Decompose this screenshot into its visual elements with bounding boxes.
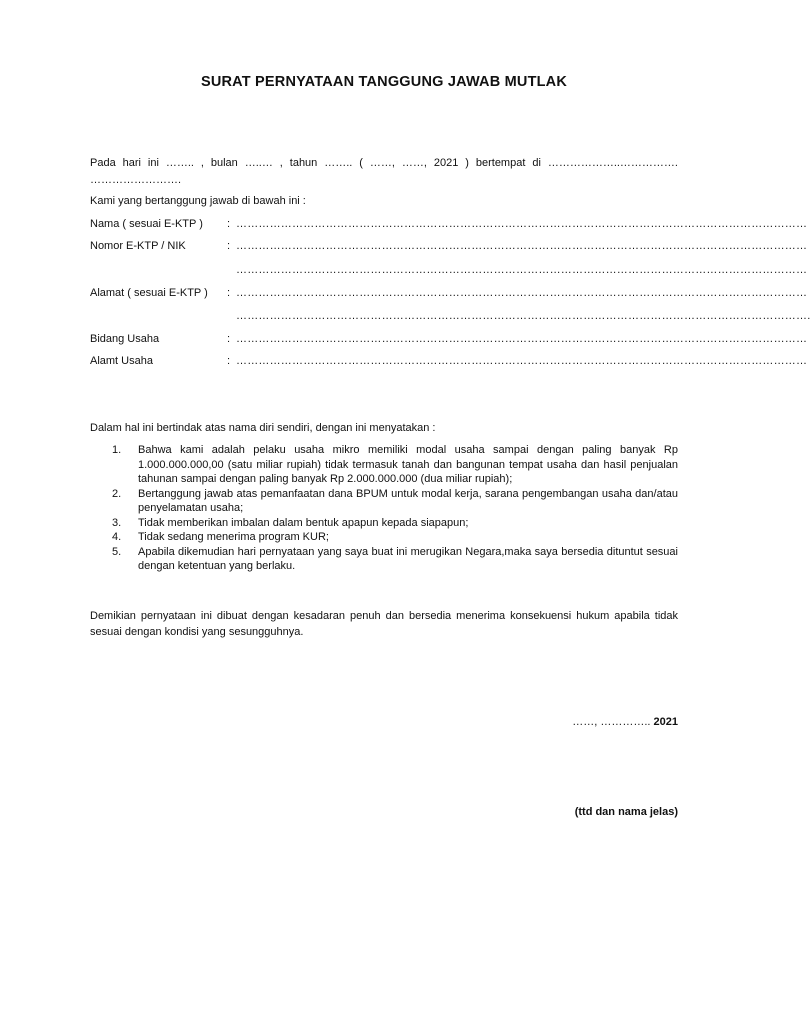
intro-line-continuation: ……………………. — [90, 174, 182, 186]
field-colon: : — [227, 240, 231, 252]
field-row-nama — [90, 218, 808, 232]
list-item — [90, 516, 678, 531]
field-row-alamat-continuation — [90, 310, 810, 324]
field-fill-line: ……………………………………………………………………………………………………………………………………… — [236, 240, 808, 252]
field-label: Alamt Usaha — [90, 355, 153, 367]
field-row-nik — [90, 240, 808, 254]
list-item-number: 2. — [112, 487, 122, 500]
field-colon: : — [227, 287, 231, 299]
signature-caption: (ttd dan nama jelas) — [574, 806, 678, 818]
closing-paragraph: Demikian pernyataan ini dibuat dengan kesadaran penuh dan bersedia menerima konsekuensi hukum apabila tidak sesuai dengan kondisi yang sesungguhnya. — [90, 610, 678, 638]
field-label: Bidang Usaha — [90, 333, 160, 345]
place-date-blank: ……, ………….. — [572, 716, 651, 728]
field-fill-line: ……………………………………………………………………………………………………………………………………… — [236, 218, 808, 230]
list-item-number: 5. — [112, 545, 122, 558]
signatory-lead-text: Kami yang bertanggung jawab di bawah ini : — [90, 195, 306, 207]
field-fill-line: ……………………………………………………………………………………………………………………………………… — [236, 333, 808, 345]
document-title: SURAT PERNYATAAN TANGGUNG JAWAB MUTLAK — [200, 74, 568, 90]
field-row-nik-continuation — [90, 264, 808, 278]
field-colon: : — [227, 355, 231, 367]
field-fill-line: ………………………………………………………………………………………………………………………………………. — [236, 310, 810, 322]
field-row-alamat — [90, 287, 808, 301]
list-item — [90, 443, 678, 487]
list-item-number: 4. — [112, 531, 122, 543]
list-item-text: Apabila dikemudian hari pernyataan yang saya buat ini merugikan Negara,maka saya bersedia dituntut sesuai dengan ketentuan yang berlaku. — [138, 545, 678, 572]
field-fill-line: ……………………………………………………………………………………………………………………………………… — [236, 287, 808, 299]
date-year: 2021 — [653, 716, 678, 728]
list-item-number: 1. — [112, 444, 122, 456]
list-item — [90, 545, 678, 574]
field-colon: : — [227, 218, 231, 230]
statement-list — [90, 443, 678, 574]
field-label: Nomor E-KTP / NIK — [90, 240, 186, 252]
field-label: Nama ( sesuai E-KTP ) — [90, 218, 203, 230]
place-date-line — [572, 716, 678, 728]
list-item-text: Tidak sedang menerima program KUR; — [138, 531, 329, 543]
field-row-bidang-usaha — [90, 333, 808, 347]
list-item-text: Bertanggung jawab atas pemanfaatan dana BPUM untuk modal kerja, sarana pengembangan usaha dan/atau penyelamatan usaha; — [138, 487, 678, 514]
field-label: Alamat ( sesuai E-KTP ) — [90, 287, 208, 299]
intro-line: Pada hari ini …….. , bulan …..… , tahun …….. ( ……, ……, 2021 ) bertempat di ………………..……………. — [90, 157, 678, 169]
field-row-alamat-usaha — [90, 355, 808, 369]
statement-lead-text: Dalam hal ini bertindak atas nama diri sendiri, dengan ini menyatakan : — [90, 422, 436, 434]
list-item — [90, 487, 678, 516]
list-item-number: 3. — [112, 516, 122, 529]
field-fill-line: ……………………………………………………………………………………………………………………………………… — [236, 355, 808, 367]
field-colon: : — [227, 333, 231, 345]
field-fill-line: ……………………………………………………………………………………………………………………………………… — [236, 264, 808, 276]
list-item-text: Bahwa kami adalah pelaku usaha mikro memiliki modal usaha sampai dengan paling banyak Rp 1.000.000.000,00 (satu miliar rupiah) tidak termasuk tanah dan bangunan tempat usaha dan hasil penjualan tahunan sampai dengan paling banyak Rp 2.000.000.000 (dua miliar rupiah); — [138, 444, 678, 485]
list-item-text: Tidak memberikan imbalan dalam bentuk apapun kepada siapapun; — [138, 516, 469, 529]
list-item — [90, 530, 678, 545]
